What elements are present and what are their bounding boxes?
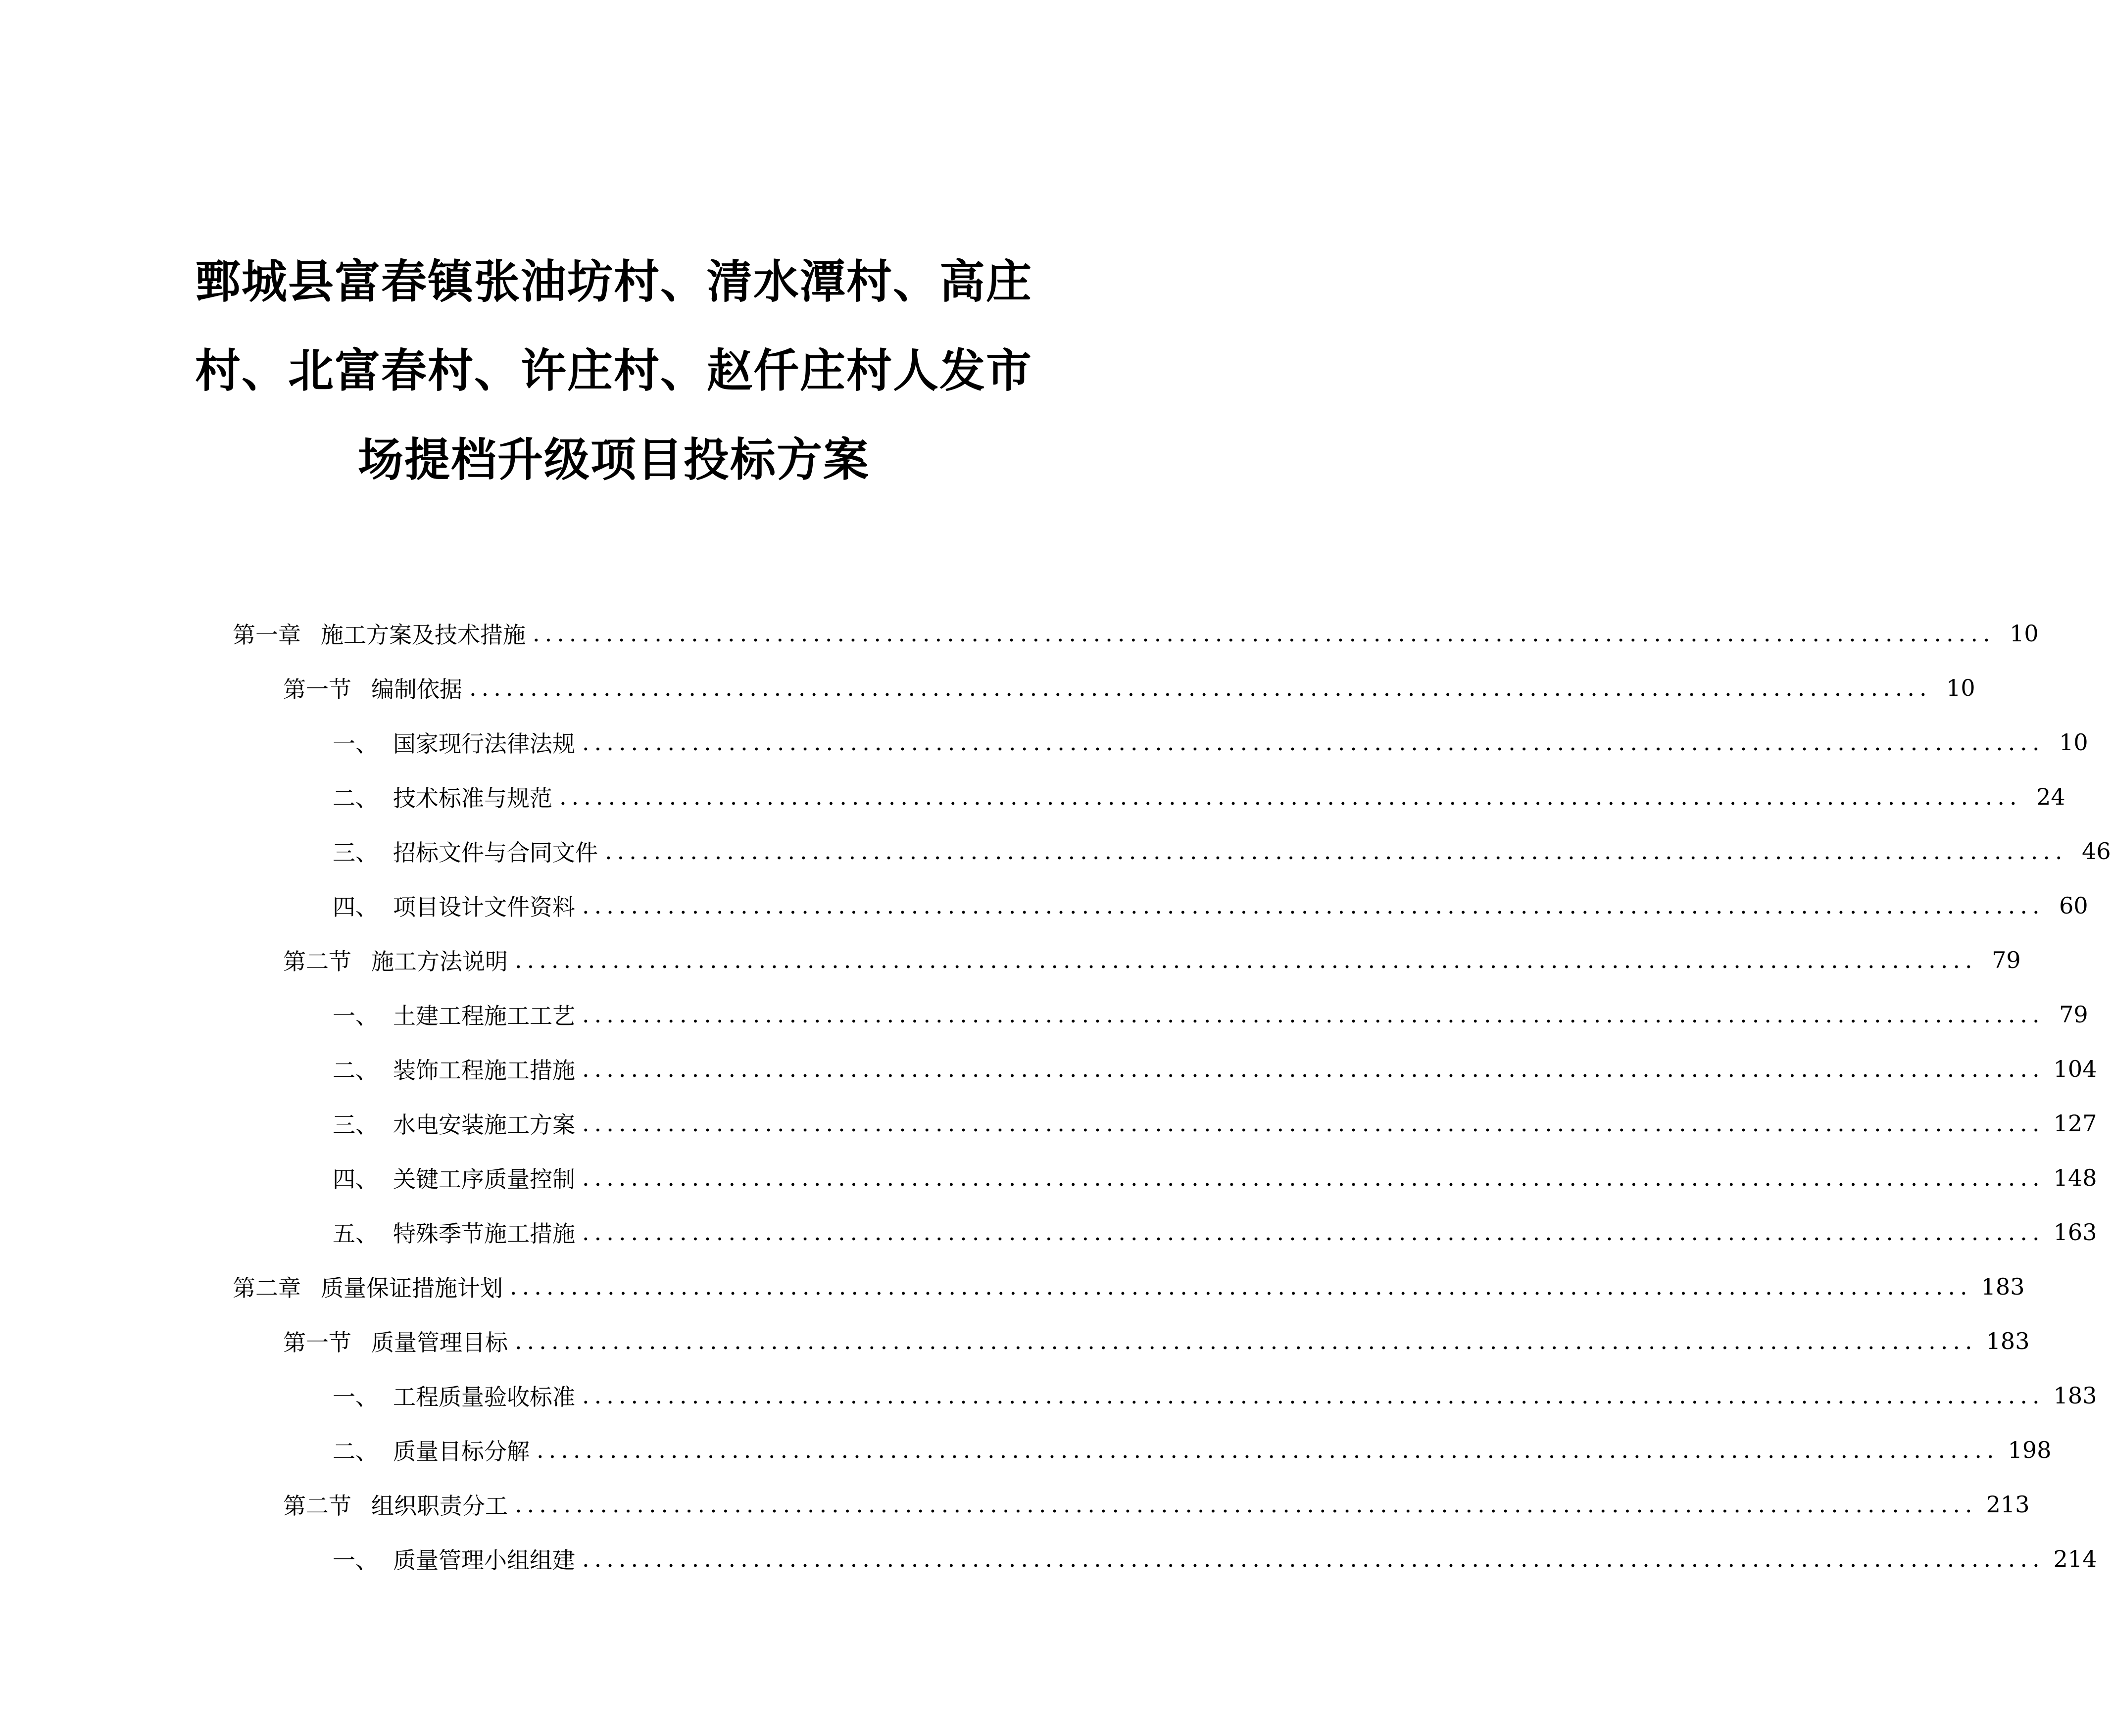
dot-leader: ........................................................................................................................	[582, 1164, 2045, 1191]
toc-label: 项目设计文件资料	[393, 894, 575, 920]
toc-number: 三、	[333, 1111, 378, 1138]
toc-page-number: 214	[2053, 1545, 2097, 1572]
toc-page-number: 148	[2053, 1164, 2097, 1191]
toc-label: 特殊季节施工措施	[393, 1220, 575, 1247]
toc-label: 编制依据	[371, 676, 462, 703]
toc-page-number: 46	[2082, 838, 2111, 865]
document-title	[188, 238, 1039, 505]
toc-label: 质量目标分解	[393, 1438, 530, 1465]
dot-leader: ........................................................................................................................	[582, 1001, 2045, 1028]
toc-label: 质量管理目标	[371, 1329, 508, 1356]
toc-label: 施工方法说明	[371, 948, 508, 975]
toc-label: 组织职责分工	[371, 1493, 508, 1519]
toc-label: 装饰工程施工措施	[393, 1057, 575, 1084]
toc-entry[interactable]	[333, 1151, 2097, 1205]
toc-page-number: 79	[2059, 1001, 2088, 1028]
dot-leader: ........................................................................................................................	[582, 1545, 2045, 1572]
toc-entry[interactable]	[333, 715, 2088, 770]
toc-entry[interactable]	[233, 1259, 2025, 1314]
toc-label: 土建工程施工工艺	[393, 1003, 575, 1029]
toc-entry[interactable]	[333, 1368, 2097, 1423]
toc-page-number: 163	[2053, 1219, 2097, 1246]
toc-entry[interactable]	[333, 878, 2088, 933]
toc-page-number: 183	[1986, 1328, 2030, 1354]
toc-page-number: 127	[2053, 1110, 2097, 1137]
toc-label: 水电安装施工方案	[393, 1111, 575, 1138]
toc-entry[interactable]	[283, 933, 2021, 987]
toc-entry[interactable]	[333, 1532, 2097, 1586]
toc-page-number: 104	[2053, 1056, 2097, 1082]
dot-leader: ........................................................................................................................	[582, 729, 2045, 756]
dot-leader: ........................................................................................................................	[515, 1491, 1977, 1518]
toc-page-number: 79	[1992, 947, 2021, 973]
dot-leader: ........................................................................................................................	[559, 783, 2022, 810]
toc-page-number: 24	[2036, 783, 2065, 810]
toc-number: 一、	[333, 730, 378, 757]
toc-number: 二、	[333, 785, 378, 812]
toc-label: 招标文件与合同文件	[393, 839, 598, 866]
toc-page-number: 198	[2008, 1437, 2052, 1463]
title-line: 鄄城县富春镇张油坊村、清水潭村、高庄	[195, 255, 1032, 308]
toc-number: 三、	[333, 839, 378, 866]
dot-leader: ........................................................................................................................	[582, 892, 2045, 919]
toc-number: 第二章	[233, 1275, 301, 1302]
toc-page-number: 60	[2059, 892, 2088, 919]
toc-entry[interactable]	[333, 1205, 2097, 1259]
toc-label: 施工方案及技术措施	[321, 622, 526, 648]
toc-page-number: 183	[1981, 1273, 2025, 1300]
toc-entry[interactable]	[333, 770, 2065, 824]
toc-number: 二、	[333, 1438, 378, 1465]
dot-leader: ........................................................................................................................	[582, 1219, 2045, 1246]
toc-number: 四、	[333, 894, 378, 920]
toc-number: 二、	[333, 1057, 378, 1084]
dot-leader: ........................................................................................................................	[469, 675, 1932, 701]
toc-entry[interactable]	[283, 661, 1975, 715]
title-line: 场提档升级项目投标方案	[357, 434, 870, 486]
toc-entry[interactable]	[333, 1423, 2052, 1477]
toc-number: 第二节	[283, 1493, 351, 1519]
toc-entry[interactable]	[333, 987, 2088, 1042]
dot-leader: ........................................................................................................................	[515, 1328, 1977, 1354]
toc-page-number: 10	[1946, 675, 1975, 701]
toc-number: 一、	[333, 1003, 378, 1029]
toc-number: 四、	[333, 1166, 378, 1193]
toc-label: 质量保证措施计划	[321, 1275, 503, 1302]
toc-number: 第一节	[283, 1329, 351, 1356]
toc-number: 一、	[333, 1384, 378, 1410]
toc-number: 五、	[333, 1220, 378, 1247]
toc-number: 第一章	[233, 622, 301, 648]
toc-number: 第一节	[283, 676, 351, 703]
dot-leader: ........................................................................................................................	[510, 1273, 1972, 1300]
toc-entry[interactable]	[333, 824, 2111, 878]
toc-entry[interactable]	[283, 1477, 2030, 1532]
toc-entry[interactable]	[333, 1042, 2097, 1096]
toc-label: 工程质量验收标准	[393, 1384, 575, 1410]
title-line: 村、北富春村、许庄村、赵仟庄村人发市	[195, 344, 1032, 397]
toc-page-number: 10	[2010, 620, 2039, 647]
dot-leader: ........................................................................................................................	[533, 620, 1995, 647]
dot-leader: ........................................................................................................................	[582, 1110, 2045, 1137]
toc-label: 技术标准与规范	[393, 785, 552, 812]
dot-leader: ........................................................................................................................	[537, 1437, 1999, 1463]
toc-number: 一、	[333, 1547, 378, 1574]
toc-page-number: 183	[2053, 1382, 2097, 1409]
toc-entry[interactable]	[233, 606, 2039, 661]
toc-page-number: 10	[2059, 729, 2088, 756]
toc-entry[interactable]	[333, 1096, 2097, 1151]
dot-leader: ........................................................................................................................	[582, 1382, 2045, 1409]
toc-page-number: 213	[1986, 1491, 2030, 1518]
toc-entry[interactable]	[283, 1314, 2030, 1368]
table-of-contents	[0, 606, 2111, 1596]
dot-leader: ........................................................................................................................	[582, 1056, 2045, 1082]
toc-label: 质量管理小组组建	[393, 1547, 575, 1574]
dot-leader: ........................................................................................................................	[605, 838, 2067, 865]
toc-number: 第二节	[283, 948, 351, 975]
toc-label: 国家现行法律法规	[393, 730, 575, 757]
dot-leader: ........................................................................................................................	[515, 947, 1977, 973]
toc-label: 关键工序质量控制	[393, 1166, 575, 1193]
